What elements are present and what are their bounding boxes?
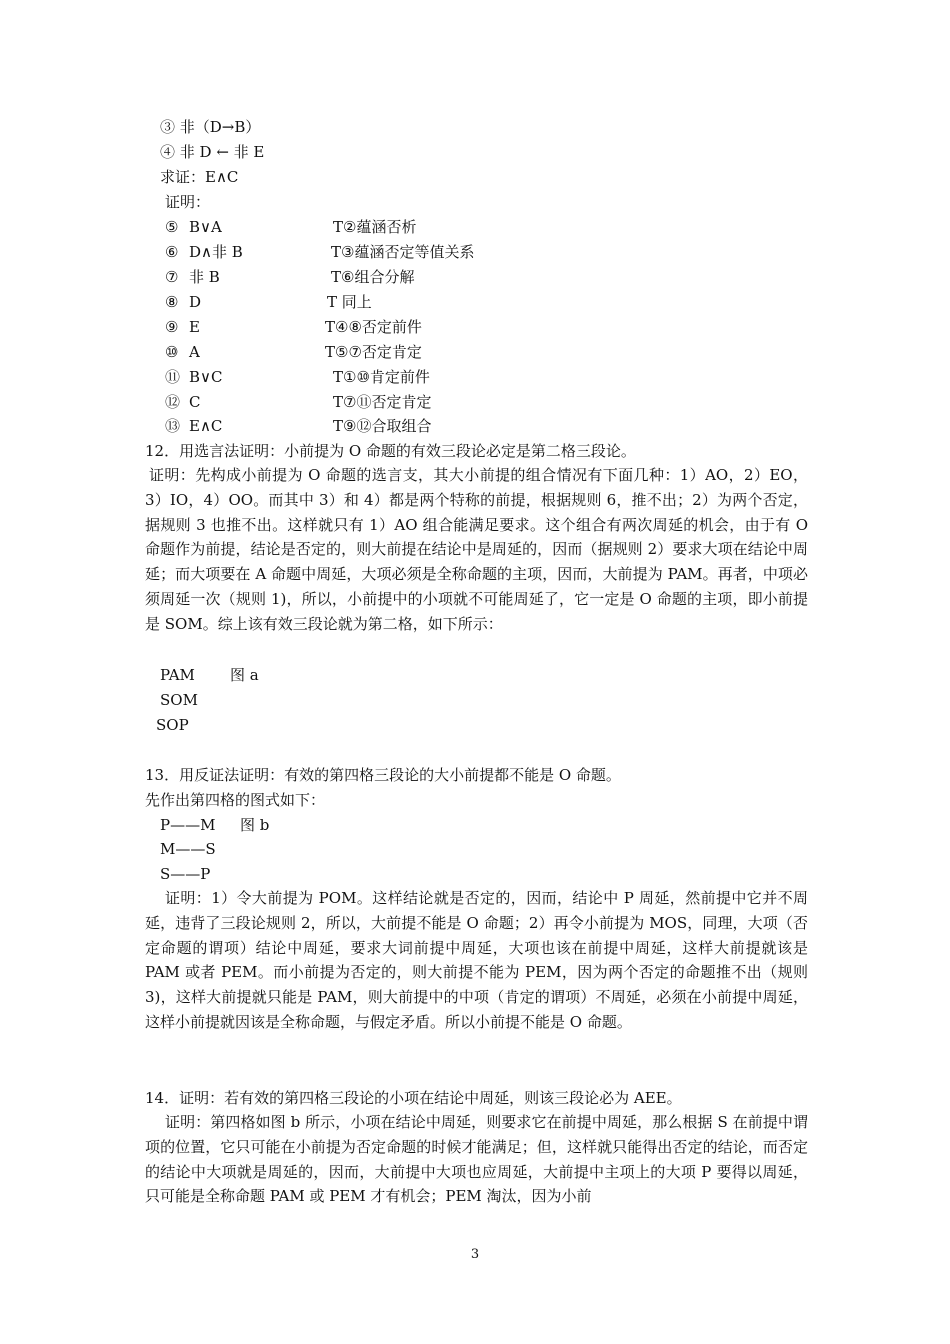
step-rule: T③蕴涵否定等值关系	[331, 243, 475, 261]
question-13-title: 13．用反证法证明：有效的第四格三段论的大小前提都不能是 O 命题。	[145, 766, 621, 784]
step-formula: A	[189, 343, 200, 361]
figure-a-line-3: SOP	[156, 716, 189, 734]
step-formula: E∧C	[189, 417, 223, 435]
goal-line: 求证：E∧C	[160, 168, 239, 186]
figure-a-line-1: PAM	[160, 666, 195, 684]
question-12-title: 12．用选言法证明：小前提为 O 命题的有效三段论必定是第二格三段论。	[145, 442, 636, 460]
step-formula: C	[189, 393, 201, 411]
step-rule: T⑦⑪否定肯定	[333, 393, 432, 411]
premise-3: ③ 非（D→B）	[160, 118, 261, 136]
step-rule: T⑤⑦否定肯定	[325, 343, 422, 361]
step-number: ⑥	[165, 243, 179, 261]
step-number: ⑧	[165, 293, 179, 311]
figure-b-line-2: M——S	[160, 840, 216, 858]
question-13-body: 证明：1）令大前提为 POM。这样结论就是否定的，因而，结论中 P 周延，然前提中它并不周延，违背了三段论规则 2，所以，大前提不能是 O 命题；2）再令小前提为 MOS，同理，大项（否定命题的谓项）结论中周延，要求大词前提中周延，大项也该在前提中周延，这样大前提就该是 PAM 或者 PEM。而小前提为否定的，则大前提不能为 PEM，因为两个否定的命题推不出（规则 3)，这样大前提就只能是 PAM，则大前提中的中项（肯定的谓项）不周延，必须在小前提中周延，这样小前提就因该是全称命题，与假定矛盾。所以小前提不能是 O 命题。	[145, 889, 808, 1031]
step-rule: T②蕴涵否析	[333, 218, 417, 236]
premise-4: ④ 非 D ← 非 E	[160, 143, 265, 161]
step-number: ⑤	[165, 218, 179, 236]
step-number: ⑩	[165, 343, 179, 361]
step-rule: T①⑩肯定前件	[333, 368, 430, 386]
step-formula: D	[189, 293, 202, 311]
question-14-body: 证明：第四格如图 b 所示，小项在结论中周延，则要求它在前提中周延，那么根据 S 在前提中谓项的位置，它只可能在小前提为否定命题的时候才能满足；但，这样就只能得出否定的结论，而否定的结论中大项就是周延的，因而，大前提中大项也应周延，大前提中主项上的大项 P 要得以周延，只可能是全称命题 PAM 或 PEM 才有机会；PEM 淘汰，因为小前	[145, 1113, 808, 1206]
step-rule: T 同上	[327, 293, 372, 311]
page-number: 3	[470, 1247, 480, 1262]
step-formula: E	[189, 318, 200, 336]
step-number: ⑨	[165, 318, 179, 336]
figure-a-line-2: SOM	[160, 691, 198, 709]
figure-b-label: 图 b	[240, 816, 270, 834]
step-formula: B∨C	[189, 368, 223, 386]
figure-b-line-1: P——M	[160, 816, 216, 834]
step-number: ⑬	[165, 417, 181, 435]
step-formula: B∨A	[189, 218, 222, 236]
step-rule: T④⑧否定前件	[325, 318, 422, 336]
step-formula: D∧非 B	[189, 243, 243, 261]
step-number: ⑫	[165, 393, 181, 411]
step-formula: 非 B	[189, 268, 220, 286]
question-13-intro: 先作出第四格的图式如下：	[145, 791, 326, 809]
question-12-body: 证明：先构成小前提为 O 命题的选言支，其大小前提的组合情况有下面几种：1）AO，2）EO，3）IO，4）OO。而其中 3）和 4）都是两个特称的前提，根据规则 6，推不出；2）为两个否定，据规则 3 也推不出。这样就只有 1）AO 组合能满足要求。这个组合有两次周延的机会，由于有 O 命题作为前提，结论是否定的，则大前提在结论中是周延的，因而（据规则 2）要求大项在结论中周延；而大项要在 A 命题中周延，大项必须是全称命题的主项，因而，大前提为 PAM。再者，中项必须周延一次（规则 1)，所以，小前提中的小项就不可能周延了，它一定是 O 命题的主项，即小前提是 SOM。综上该有效三段论就为第二格，如下所示：	[145, 466, 808, 633]
figure-a-label: 图 a	[230, 666, 259, 684]
proof-label: 证明：	[165, 193, 211, 211]
figure-b-line-3: S——P	[160, 865, 211, 883]
step-number: ⑦	[165, 268, 179, 286]
question-14-title: 14．证明：若有效的第四格三段论的小项在结论中周延，则该三段论必为 AEE。	[145, 1089, 682, 1107]
step-rule: T⑨⑫合取组合	[333, 417, 432, 435]
step-rule: T⑥组合分解	[331, 268, 415, 286]
step-number: ⑪	[165, 368, 181, 386]
